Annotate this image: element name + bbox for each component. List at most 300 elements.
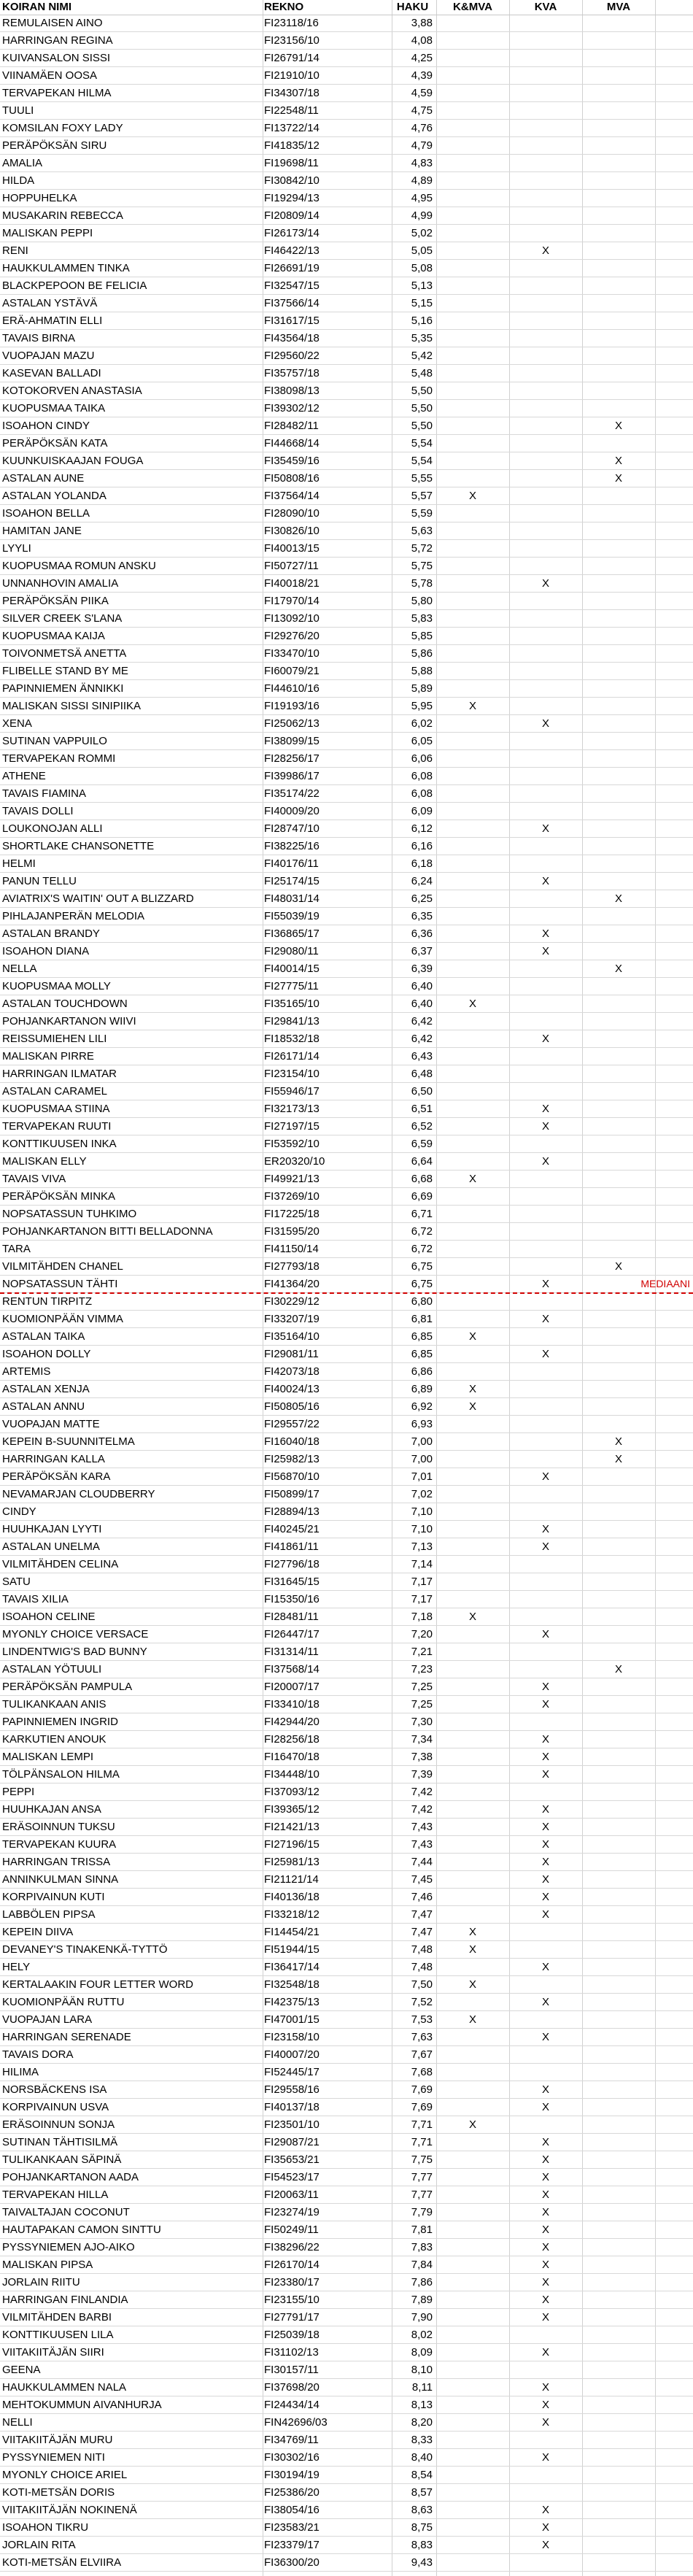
cell-mva[interactable]: [582, 1013, 655, 1030]
cell-haku[interactable]: 6,06: [411, 752, 433, 765]
cell-dog-name[interactable]: TULIKANKAAN SÄPINÄ: [2, 2153, 122, 2166]
cell-kmva[interactable]: [436, 1871, 509, 1888]
cell-rekno[interactable]: FI40176/11: [264, 857, 319, 870]
cell-kva[interactable]: X: [541, 1681, 549, 1693]
cell-kmva[interactable]: [436, 1678, 509, 1695]
cell-rekno[interactable]: FI47001/15: [264, 2013, 320, 2026]
cell-mva[interactable]: [582, 558, 655, 574]
cell-haku[interactable]: 7,71: [411, 2136, 433, 2148]
cell-mva[interactable]: [582, 1748, 655, 1765]
cell-kva[interactable]: [509, 628, 582, 644]
cell-kmva[interactable]: [436, 2449, 509, 2466]
cell-rekno[interactable]: FI34307/18: [264, 87, 320, 99]
cell-dog-name[interactable]: SHORTLAKE CHANSONETTE: [2, 840, 155, 852]
cell-kmva[interactable]: [436, 1626, 509, 1643]
cell-haku[interactable]: 7,42: [411, 1803, 433, 1816]
cell-haku[interactable]: 4,25: [411, 52, 433, 64]
table-row[interactable]: [0, 908, 693, 925]
cell-kmva[interactable]: [436, 785, 509, 802]
cell-dog-name[interactable]: HARRINGAN FINLANDIA: [2, 2294, 128, 2306]
cell-rekno[interactable]: FI13092/10: [264, 612, 320, 625]
cell-haku[interactable]: 7,81: [411, 2224, 433, 2236]
table-row[interactable]: [0, 2396, 693, 2414]
cell-mva[interactable]: [582, 2519, 655, 2536]
table-row[interactable]: [0, 2432, 693, 2449]
cell-haku[interactable]: 8,75: [411, 2521, 433, 2534]
cell-haku[interactable]: 6,39: [411, 963, 433, 975]
cell-dog-name[interactable]: GEENA: [2, 2364, 41, 2376]
cell-dog-name[interactable]: ASTALAN ANNU: [2, 1400, 85, 1413]
table-row[interactable]: [0, 1941, 693, 1959]
cell-rekno[interactable]: FI42944/20: [264, 1716, 320, 1728]
cell-haku[interactable]: 6,69: [411, 1190, 433, 1203]
cell-kva[interactable]: X: [541, 1821, 549, 1833]
cell-kva[interactable]: X: [541, 1873, 549, 1886]
cell-kmva[interactable]: [436, 628, 509, 644]
table-row[interactable]: [0, 1889, 693, 1906]
cell-kva[interactable]: [509, 1976, 582, 1993]
cell-rekno[interactable]: FI21121/14: [264, 1873, 319, 1886]
cell-kva[interactable]: [509, 1556, 582, 1573]
cell-dog-name[interactable]: TUULI: [2, 104, 34, 117]
cell-kva[interactable]: X: [541, 2504, 549, 2516]
cell-mva[interactable]: [582, 1363, 655, 1380]
table-row[interactable]: [0, 470, 693, 487]
cell-dog-name[interactable]: VILMITÄHDEN CHANEL: [2, 1260, 123, 1273]
cell-haku[interactable]: 6,08: [411, 787, 433, 800]
cell-rekno[interactable]: FI23274/19: [264, 2206, 320, 2218]
cell-kmva[interactable]: [436, 1801, 509, 1818]
cell-kva[interactable]: [509, 382, 582, 399]
cell-haku[interactable]: 7,43: [411, 1838, 433, 1851]
cell-haku[interactable]: 6,86: [411, 1365, 433, 1378]
table-row[interactable]: [0, 1906, 693, 1924]
cell-mva[interactable]: [582, 2256, 655, 2273]
cell-mva[interactable]: [582, 137, 655, 154]
table-row[interactable]: [0, 1854, 693, 1871]
cell-dog-name[interactable]: KOTOKORVEN ANASTASIA: [2, 385, 142, 397]
cell-dog-name[interactable]: ASTALAN BRANDY: [2, 928, 100, 940]
cell-mva[interactable]: [582, 680, 655, 697]
cell-dog-name[interactable]: HUUHKAJAN LYYTI: [2, 1523, 102, 1535]
cell-kmva[interactable]: [436, 1363, 509, 1380]
cell-rekno[interactable]: FI24434/14: [264, 2399, 320, 2411]
cell-kmva[interactable]: [436, 593, 509, 609]
cell-dog-name[interactable]: KUOMIONPÄÄN VIMMA: [2, 1313, 123, 1325]
cell-rekno[interactable]: FI40136/18: [264, 1891, 320, 1903]
cell-rekno[interactable]: FI35653/21: [264, 2153, 320, 2166]
cell-rekno[interactable]: FI27791/17: [264, 2311, 320, 2324]
cell-rekno[interactable]: FI40024/13: [264, 1383, 320, 1395]
cell-kmva[interactable]: [436, 207, 509, 224]
table-row[interactable]: [0, 2274, 693, 2291]
cell-kva[interactable]: X: [541, 1908, 549, 1921]
cell-mva[interactable]: [582, 1381, 655, 1397]
cell-rekno[interactable]: FI29087/21: [264, 2136, 320, 2148]
cell-haku[interactable]: 5,08: [411, 262, 433, 274]
table-row[interactable]: [0, 1994, 693, 2011]
cell-mva[interactable]: [582, 2186, 655, 2203]
cell-kva[interactable]: [509, 1924, 582, 1940]
cell-rekno[interactable]: FI15350/16: [264, 1593, 320, 1605]
cell-rekno[interactable]: FI38054/16: [264, 2504, 320, 2516]
cell-kmva[interactable]: [436, 1889, 509, 1905]
cell-kmva[interactable]: [436, 1118, 509, 1135]
table-row[interactable]: [0, 1819, 693, 1836]
cell-mva[interactable]: [582, 2414, 655, 2431]
cell-kva[interactable]: X: [541, 2311, 549, 2324]
cell-dog-name[interactable]: MALISKAN PEPPI: [2, 227, 93, 239]
cell-rekno[interactable]: FI51944/15: [264, 1943, 320, 1956]
cell-haku[interactable]: 7,53: [411, 2013, 433, 2026]
cell-kmva[interactable]: X: [468, 1383, 476, 1395]
cell-dog-name[interactable]: LOUKONOJAN ALLI: [2, 822, 103, 835]
cell-kva[interactable]: [509, 1381, 582, 1397]
table-row[interactable]: [0, 2186, 693, 2204]
cell-kmva[interactable]: [436, 2029, 509, 2045]
cell-kva[interactable]: X: [541, 2224, 549, 2236]
cell-haku[interactable]: 7,23: [411, 1663, 433, 1675]
cell-kmva[interactable]: [436, 2414, 509, 2431]
cell-rekno[interactable]: FI50808/16: [264, 472, 320, 485]
cell-dog-name[interactable]: BLACKPEPOON BE FELICIA: [2, 279, 147, 292]
table-row[interactable]: [0, 1241, 693, 1258]
cell-kva[interactable]: [509, 1083, 582, 1100]
cell-kmva[interactable]: [436, 610, 509, 627]
cell-kva[interactable]: [509, 522, 582, 539]
cell-rekno[interactable]: FI42375/13: [264, 1996, 320, 2008]
cell-rekno[interactable]: FI31314/11: [264, 1646, 319, 1658]
cell-kmva[interactable]: [436, 1959, 509, 1975]
cell-haku[interactable]: 5,54: [411, 437, 433, 450]
cell-kmva[interactable]: [436, 1100, 509, 1117]
cell-kmva[interactable]: [436, 2046, 509, 2063]
cell-rekno[interactable]: FI26691/19: [264, 262, 320, 274]
table-row[interactable]: [0, 1030, 693, 1048]
cell-dog-name[interactable]: HAUTAPAKAN CAMON SINTTU: [2, 2224, 161, 2236]
cell-haku[interactable]: 6,35: [411, 910, 433, 922]
cell-kva[interactable]: X: [541, 1733, 549, 1746]
cell-mva[interactable]: [582, 768, 655, 784]
cell-rekno[interactable]: FI35174/22: [264, 787, 320, 800]
cell-kmva[interactable]: [436, 1573, 509, 1590]
cell-rekno[interactable]: FI31102/13: [264, 2346, 319, 2359]
cell-rekno[interactable]: FI32548/18: [264, 1978, 320, 1991]
table-row[interactable]: [0, 1363, 693, 1381]
cell-rekno[interactable]: FI25062/13: [264, 717, 320, 730]
cell-haku[interactable]: 6,85: [411, 1330, 433, 1343]
cell-haku[interactable]: 6,40: [411, 998, 433, 1010]
cell-haku[interactable]: 4,79: [411, 139, 433, 152]
cell-rekno[interactable]: FI46422/13: [264, 244, 320, 257]
cell-mva[interactable]: [582, 1206, 655, 1222]
cell-kva[interactable]: X: [541, 2083, 549, 2096]
cell-haku[interactable]: 7,84: [411, 2259, 433, 2271]
table-row[interactable]: [0, 1398, 693, 1416]
cell-kmva[interactable]: [436, 1153, 509, 1170]
cell-dog-name[interactable]: ASTALAN YÖTUULI: [2, 1663, 102, 1675]
cell-rekno[interactable]: FI40018/21: [264, 577, 320, 590]
cell-mva[interactable]: [582, 1924, 655, 1940]
cell-dog-name[interactable]: HOPPUHELKA: [2, 192, 77, 204]
cell-rekno[interactable]: FI13722/14: [264, 122, 320, 134]
cell-mva[interactable]: [582, 1100, 655, 1117]
cell-haku[interactable]: 6,16: [411, 840, 433, 852]
cell-rekno[interactable]: FI39365/12: [264, 1803, 320, 1816]
cell-kmva[interactable]: X: [468, 1173, 476, 1185]
cell-kmva[interactable]: X: [468, 2118, 476, 2131]
cell-dog-name[interactable]: ISOAHON BELLA: [2, 507, 90, 520]
cell-dog-name[interactable]: HAUKKULAMMEN TINKA: [2, 262, 130, 274]
cell-mva[interactable]: [582, 908, 655, 925]
cell-kmva[interactable]: [436, 242, 509, 259]
cell-mva[interactable]: [582, 2151, 655, 2168]
cell-kmva[interactable]: [436, 1223, 509, 1240]
cell-mva[interactable]: [582, 2361, 655, 2378]
cell-rekno[interactable]: FI23156/10: [264, 34, 320, 47]
cell-kmva[interactable]: [436, 978, 509, 995]
cell-kmva[interactable]: [436, 733, 509, 749]
table-row[interactable]: [0, 1731, 693, 1748]
table-row[interactable]: [0, 1328, 693, 1346]
cell-kva[interactable]: [509, 1188, 582, 1205]
cell-haku[interactable]: 5,72: [411, 542, 433, 555]
cell-rekno[interactable]: FI40014/15: [264, 963, 320, 975]
table-row[interactable]: [0, 102, 693, 120]
cell-kmva[interactable]: [436, 1696, 509, 1713]
cell-rekno[interactable]: FI41150/14: [264, 1243, 319, 1255]
cell-kva[interactable]: X: [541, 1155, 549, 1168]
table-row[interactable]: [0, 943, 693, 960]
cell-rekno[interactable]: FI53592/10: [264, 1138, 320, 1150]
cell-mva[interactable]: [582, 382, 655, 399]
cell-haku[interactable]: 6,51: [411, 1103, 433, 1115]
cell-kmva[interactable]: [436, 1713, 509, 1730]
cell-haku[interactable]: 7,14: [411, 1558, 433, 1570]
cell-haku[interactable]: 7,34: [411, 1733, 433, 1746]
cell-kva[interactable]: [509, 137, 582, 154]
table-row[interactable]: [0, 1556, 693, 1573]
cell-kmva[interactable]: [436, 1030, 509, 1047]
cell-kva[interactable]: X: [541, 2206, 549, 2218]
cell-kva[interactable]: [509, 2116, 582, 2133]
table-row[interactable]: [0, 820, 693, 838]
table-row[interactable]: [0, 1100, 693, 1118]
cell-haku[interactable]: 6,48: [411, 1068, 433, 1080]
cell-kmva[interactable]: [436, 470, 509, 487]
table-row[interactable]: [0, 733, 693, 750]
cell-rekno[interactable]: FI38296/22: [264, 2241, 320, 2253]
table-row[interactable]: [0, 1538, 693, 1556]
cell-haku[interactable]: 6,37: [411, 945, 433, 957]
cell-dog-name[interactable]: PAPINNIEMEN ÄNNIKKI: [2, 682, 124, 695]
cell-kmva[interactable]: [436, 1188, 509, 1205]
cell-kmva[interactable]: [436, 1538, 509, 1555]
cell-dog-name[interactable]: ERÄSOINNUN SONJA: [2, 2118, 115, 2131]
cell-rekno[interactable]: FI34448/10: [264, 1768, 320, 1781]
cell-kva[interactable]: X: [541, 717, 549, 730]
cell-rekno[interactable]: FI27796/18: [264, 1558, 320, 1570]
table-row[interactable]: [0, 260, 693, 277]
cell-dog-name[interactable]: TERVAPEKAN ROMMI: [2, 752, 116, 765]
cell-rekno[interactable]: FI25386/20: [264, 2486, 320, 2499]
cell-rekno[interactable]: FI56870/10: [264, 1470, 320, 1483]
cell-mva[interactable]: [582, 1766, 655, 1783]
cell-kmva[interactable]: [436, 2239, 509, 2256]
table-row[interactable]: [0, 190, 693, 207]
cell-dog-name[interactable]: PANUN TELLU: [2, 875, 77, 887]
cell-dog-name[interactable]: HARRINGAN REGINA: [2, 34, 113, 47]
cell-kmva[interactable]: [436, 120, 509, 136]
cell-dog-name[interactable]: NELLA: [2, 963, 37, 975]
cell-mva[interactable]: [582, 2537, 655, 2553]
cell-kva[interactable]: [509, 2484, 582, 2501]
cell-kva[interactable]: X: [541, 1856, 549, 1868]
cell-rekno[interactable]: FI37564/14: [264, 490, 320, 502]
cell-rekno[interactable]: FI30302/16: [264, 2451, 320, 2464]
cell-rekno[interactable]: FI39302/12: [264, 402, 320, 414]
cell-haku[interactable]: 7,00: [411, 1435, 433, 1448]
cell-rekno[interactable]: FI26791/14: [264, 52, 320, 64]
cell-mva[interactable]: [582, 1889, 655, 1905]
cell-mva[interactable]: [582, 172, 655, 189]
cell-dog-name[interactable]: POHJANKARTANON AADA: [2, 2171, 139, 2183]
cell-dog-name[interactable]: MUSAKARIN REBECCA: [2, 209, 123, 222]
cell-dog-name[interactable]: HARRINGAN SERENADE: [2, 2031, 131, 2043]
cell-haku[interactable]: 6,85: [411, 1348, 433, 1360]
cell-kmva[interactable]: [436, 2221, 509, 2238]
cell-rekno[interactable]: FI44610/16: [264, 682, 320, 695]
cell-kva[interactable]: X: [541, 1628, 549, 1640]
cell-mva[interactable]: [582, 1994, 655, 2010]
cell-kva[interactable]: X: [541, 2171, 549, 2183]
cell-kmva[interactable]: [436, 838, 509, 855]
cell-haku[interactable]: 8,02: [411, 2329, 433, 2341]
cell-kva[interactable]: [509, 750, 582, 767]
cell-mva[interactable]: [582, 1836, 655, 1853]
cell-haku[interactable]: 7,89: [411, 2294, 433, 2306]
table-row[interactable]: [0, 2467, 693, 2484]
cell-kmva[interactable]: [436, 190, 509, 207]
table-row[interactable]: [0, 1801, 693, 1819]
cell-mva[interactable]: [582, 873, 655, 890]
cell-haku[interactable]: 7,86: [411, 2276, 433, 2288]
cell-kmva[interactable]: [436, 2169, 509, 2186]
cell-dog-name[interactable]: TERVAPEKAN RUUTI: [2, 1120, 112, 1133]
cell-kmva[interactable]: [436, 855, 509, 872]
cell-haku[interactable]: 8,20: [411, 2416, 433, 2429]
table-row[interactable]: [0, 1696, 693, 1713]
cell-rekno[interactable]: FI29560/22: [264, 350, 320, 362]
cell-haku[interactable]: 5,89: [411, 682, 433, 695]
cell-kmva[interactable]: X: [468, 1611, 476, 1623]
cell-kmva[interactable]: X: [468, 1400, 476, 1413]
cell-dog-name[interactable]: KUOPUSMAA ROMUN ANSKU: [2, 560, 156, 572]
cell-kva[interactable]: [509, 435, 582, 452]
cell-kva[interactable]: [509, 452, 582, 469]
table-row[interactable]: [0, 1381, 693, 1398]
cell-kmva[interactable]: [436, 2151, 509, 2168]
cell-dog-name[interactable]: TAIVALTAJAN COCONUT: [2, 2206, 130, 2218]
cell-dog-name[interactable]: TAVAIS BIRNA: [2, 332, 76, 344]
cell-haku[interactable]: 7,42: [411, 1786, 433, 1798]
cell-kva[interactable]: [509, 540, 582, 557]
cell-kva[interactable]: [509, 225, 582, 242]
cell-dog-name[interactable]: KERTALAAKIN FOUR LETTER WORD: [2, 1978, 193, 1991]
cell-mva[interactable]: [582, 1871, 655, 1888]
cell-dog-name[interactable]: ERÄSOINNUN TUKSU: [2, 1821, 115, 1833]
cell-haku[interactable]: 5,63: [411, 525, 433, 537]
cell-dog-name[interactable]: PYSSYNIEMEN NITI: [2, 2451, 105, 2464]
cell-kmva[interactable]: [436, 1486, 509, 1503]
cell-mva[interactable]: [582, 1030, 655, 1047]
cell-rekno[interactable]: FI34769/11: [264, 2434, 319, 2446]
cell-kva[interactable]: [509, 417, 582, 434]
cell-haku[interactable]: 8,40: [411, 2451, 433, 2464]
table-row[interactable]: [0, 207, 693, 225]
cell-dog-name[interactable]: LYYLI: [2, 542, 31, 555]
cell-dog-name[interactable]: HAMITAN JANE: [2, 525, 82, 537]
cell-kva[interactable]: X: [541, 875, 549, 887]
cell-rekno[interactable]: FI40245/21: [264, 1523, 320, 1535]
cell-mva[interactable]: [582, 67, 655, 84]
cell-kmva[interactable]: [436, 2379, 509, 2396]
table-row[interactable]: [0, 1276, 693, 1293]
table-row[interactable]: [0, 2099, 693, 2116]
cell-haku[interactable]: 7,10: [411, 1505, 433, 1518]
cell-haku[interactable]: 6,52: [411, 1120, 433, 1133]
cell-dog-name[interactable]: TOIVONMETSÄ ANETTA: [2, 647, 127, 660]
cell-haku[interactable]: 6,89: [411, 1383, 433, 1395]
table-row[interactable]: [0, 995, 693, 1013]
cell-mva[interactable]: X: [614, 1435, 622, 1448]
table-row[interactable]: [0, 1223, 693, 1241]
cell-haku[interactable]: 5,42: [411, 350, 433, 362]
cell-kva[interactable]: [509, 1486, 582, 1503]
cell-rekno[interactable]: FI28482/11: [264, 420, 319, 432]
cell-mva[interactable]: [582, 838, 655, 855]
cell-haku[interactable]: 3,88: [411, 17, 433, 29]
cell-rekno[interactable]: FI49921/13: [264, 1173, 320, 1185]
cell-kmva[interactable]: [436, 15, 509, 31]
cell-haku[interactable]: 5,50: [411, 385, 433, 397]
cell-kva[interactable]: [509, 312, 582, 329]
table-row[interactable]: [0, 382, 693, 400]
cell-kmva[interactable]: X: [468, 1926, 476, 1938]
cell-haku[interactable]: 7,67: [411, 2048, 433, 2061]
cell-kva[interactable]: [509, 1398, 582, 1415]
cell-kva[interactable]: X: [541, 1470, 549, 1483]
cell-kmva[interactable]: [436, 1643, 509, 1660]
cell-dog-name[interactable]: ISOAHON DIANA: [2, 945, 90, 957]
cell-kva[interactable]: [509, 645, 582, 662]
cell-rekno[interactable]: FI41364/20: [264, 1278, 320, 1290]
cell-mva[interactable]: [582, 2291, 655, 2308]
cell-rekno[interactable]: FI33207/19: [264, 1313, 320, 1325]
cell-dog-name[interactable]: PYSSYNIEMEN AJO-AIKO: [2, 2241, 135, 2253]
cell-dog-name[interactable]: TAVAIS VIVA: [2, 1173, 66, 1185]
cell-mva[interactable]: [582, 820, 655, 837]
cell-haku[interactable]: 6,50: [411, 1085, 433, 1098]
cell-kmva[interactable]: [436, 2134, 509, 2151]
table-row[interactable]: [0, 838, 693, 855]
cell-haku[interactable]: 7,63: [411, 2031, 433, 2043]
cell-haku[interactable]: 6,25: [411, 892, 433, 905]
cell-dog-name[interactable]: KEPEIN B-SUUNNITELMA: [2, 1435, 135, 1448]
cell-mva[interactable]: [582, 1959, 655, 1975]
cell-mva[interactable]: [582, 1346, 655, 1362]
cell-kmva[interactable]: [436, 102, 509, 119]
